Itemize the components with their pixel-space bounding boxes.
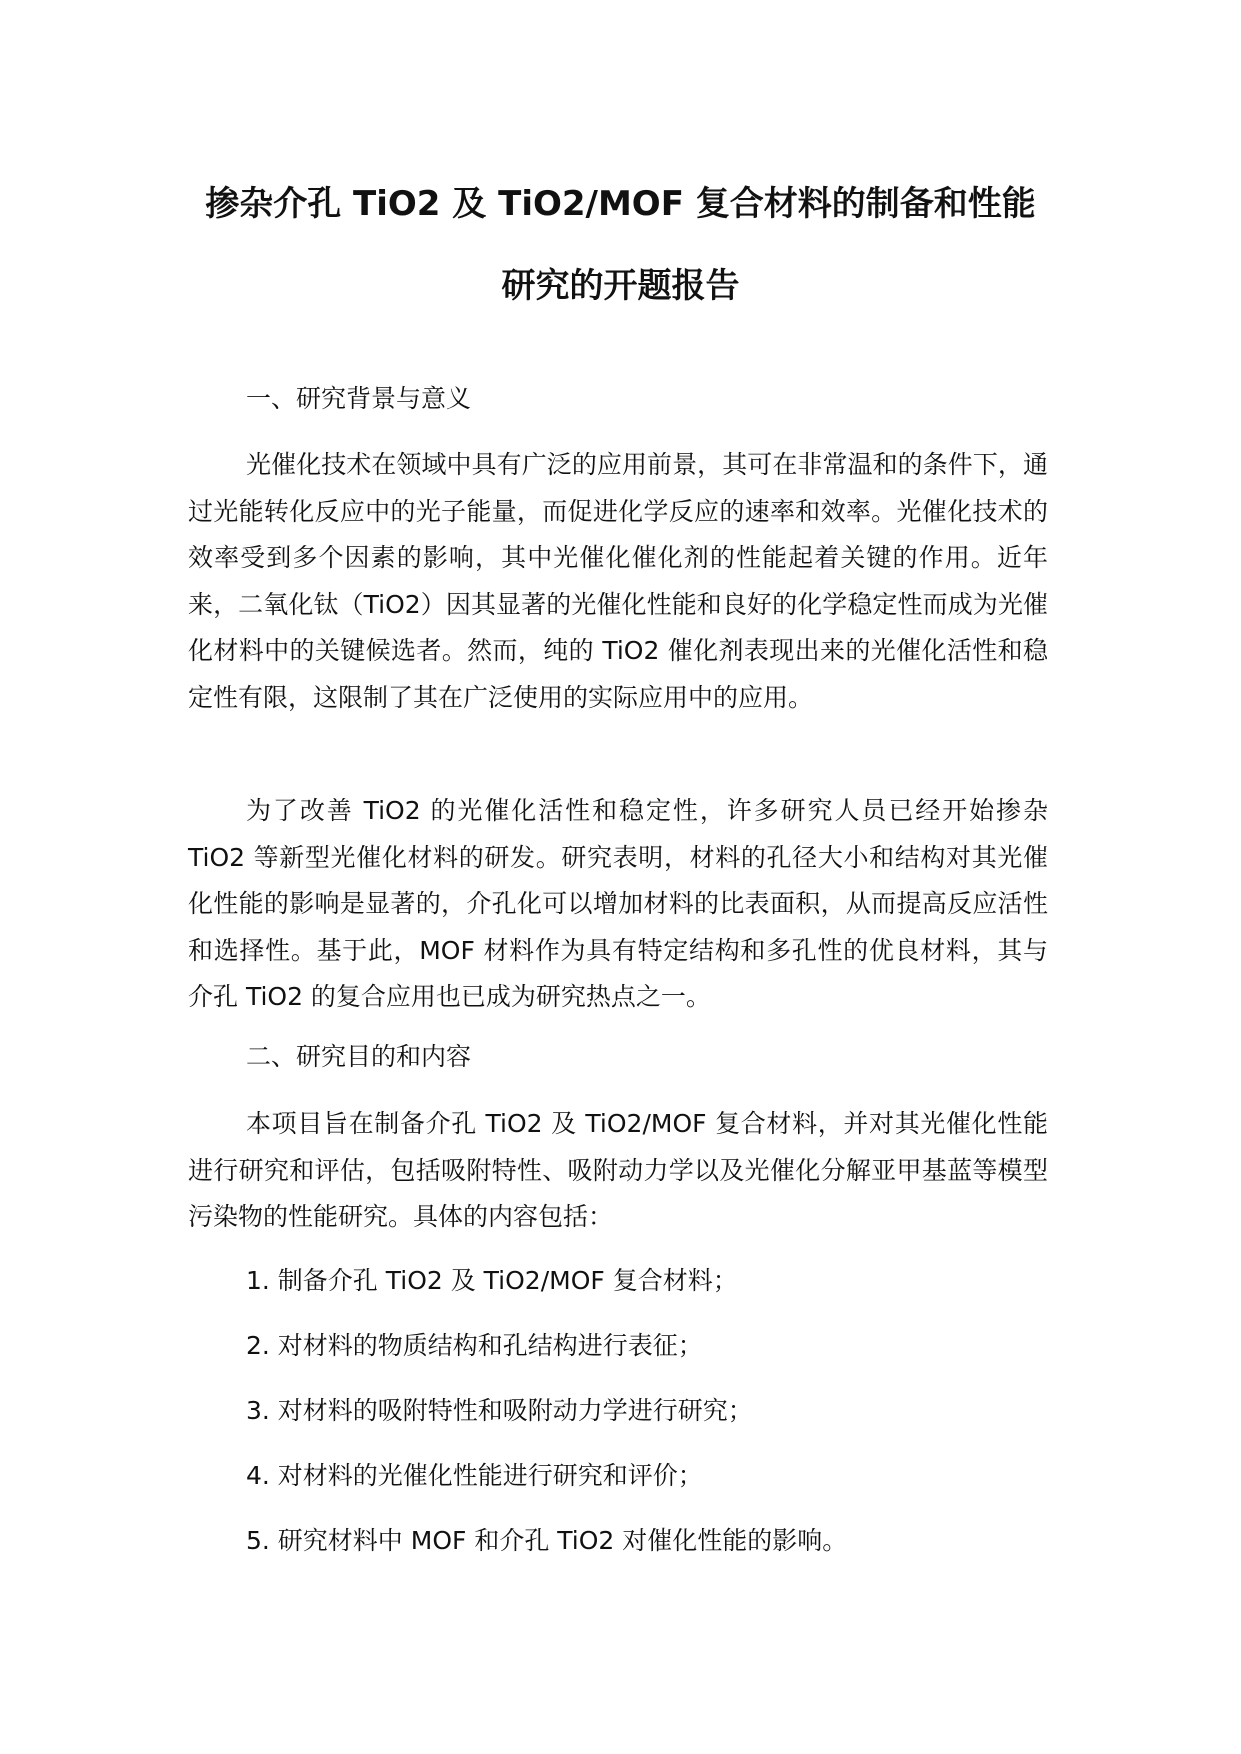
paragraph-background-2: 为了改善 TiO2 的光催化活性和稳定性，许多研究人员已经开始掺杂 TiO2 等新型光催化材料的研发。研究表明，材料的孔径大小和结构对其光催化性能的影响是显著的，介孔化可以增加材料的比表面积，从而提高反应活性和选择性。基于此，MOF 材料作为具有特定结构和多孔性的优良材料，其与介孔 TiO2 的复合应用也已成为研究热点之一。 <box>188 796 1048 1012</box>
paragraph-objectives: 本项目旨在制备介孔 TiO2 及 TiO2/MOF 复合材料，并对其光催化性能进行研究和评估，包括吸附特性、吸附动力学以及光催化分解亚甲基蓝等模型污染物的性能研究。具体的内容包括： <box>188 1109 1048 1232</box>
document-title-line-1: 掺杂介孔 TiO2 及 TiO2/MOF 复合材料的制备和性能 <box>205 184 1036 224</box>
list-item: 5. 研究材料中 MOF 和介孔 TiO2 对催化性能的影响。 <box>246 1526 848 1555</box>
paragraph-background-1: 光催化技术在领域中具有广泛的应用前景，其可在非常温和的条件下，通过光能转化反应中的光子能量，而促进化学反应的速率和效率。光催化技术的效率受到多个因素的影响，其中光催化催化剂的性能起着关键的作用。近年来，二氧化钛（TiO2）因其显著的光催化性能和良好的化学稳定性而成为光催化材料中的关键候选者。然而，纯的 TiO2 催化剂表现出来的光催化活性和稳定性有限，这限制了其在广泛使用的实际应用中的应用。 <box>188 450 1048 712</box>
document-title-line-2: 研究的开题报告 <box>501 266 740 306</box>
section-heading-objectives: 二、研究目的和内容 <box>246 1042 472 1071</box>
list-item: 1. 制备介孔 TiO2 及 TiO2/MOF 复合材料； <box>246 1266 738 1295</box>
list-item: 3. 对材料的吸附特性和吸附动力学进行研究； <box>246 1396 753 1425</box>
list-item: 4. 对材料的光催化性能进行研究和评价； <box>246 1461 703 1490</box>
section-heading-background: 一、研究背景与意义 <box>246 384 472 413</box>
list-item: 2. 对材料的物质结构和孔结构进行表征； <box>246 1331 703 1360</box>
